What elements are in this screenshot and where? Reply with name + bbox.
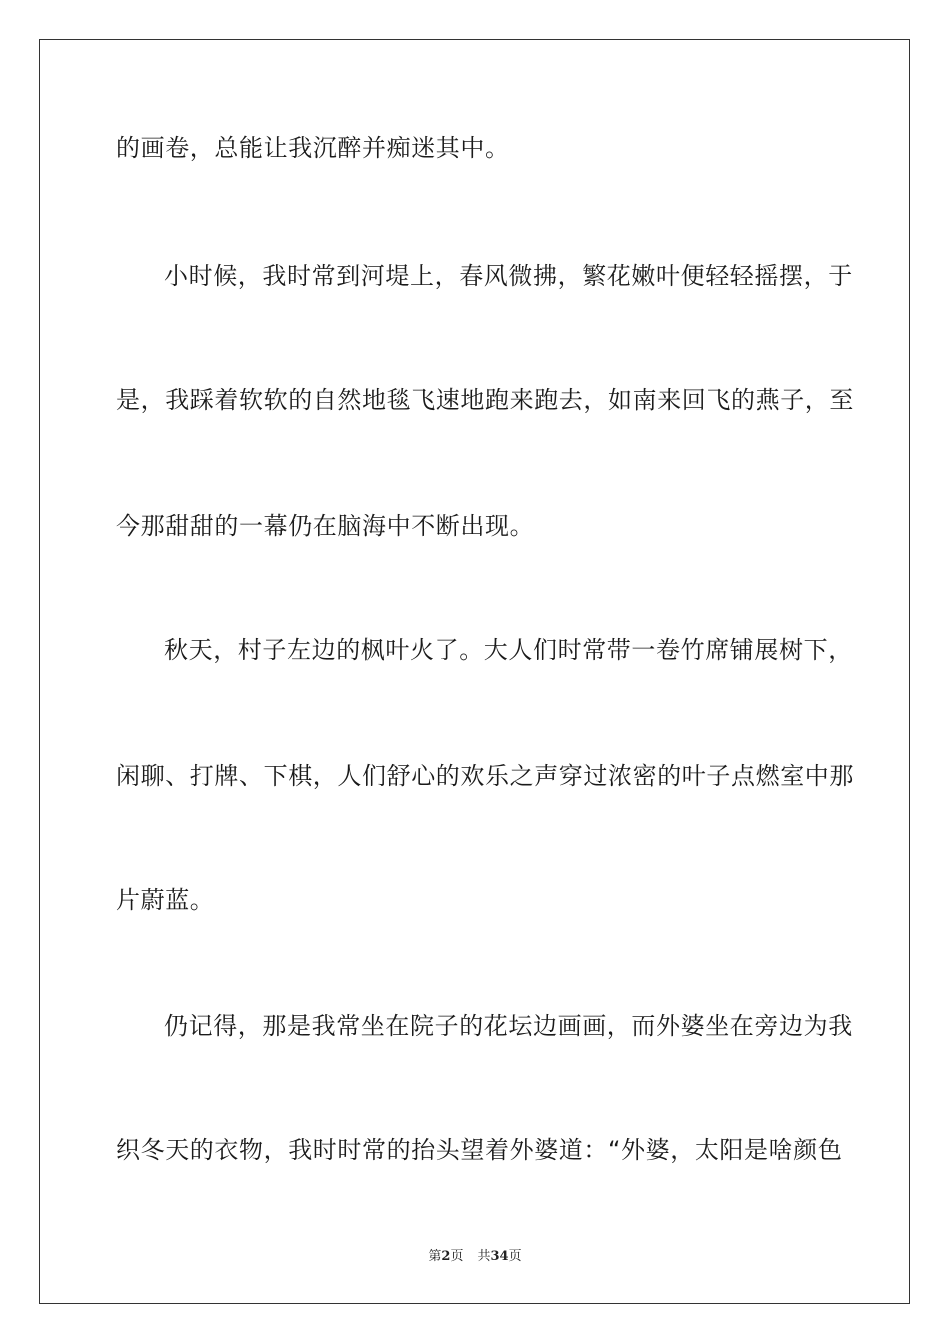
page-number: 2 xyxy=(441,1249,451,1264)
page-footer xyxy=(0,1248,950,1266)
total-suffix: 页 xyxy=(508,1249,522,1264)
page-prefix: 第 xyxy=(428,1249,442,1264)
text-line-1: 的画卷，总能让我沉醉并痴迷其中。 xyxy=(116,134,510,162)
text-line-4: 今那甜甜的一幕仍在脑海中不断出现。 xyxy=(116,512,535,540)
text-line-7: 片蔚蓝。 xyxy=(116,886,215,914)
text-line-8: 仍记得，那是我常坐在院子的花坛边画画，而外婆坐在旁边为我 xyxy=(164,1012,853,1040)
text-line-2: 小时候，我时常到河堤上，春风微拂，繁花嫩叶便轻轻摇摆，于 xyxy=(164,262,853,290)
text-line-6: 闲聊、打牌、下棋，人们舒心的欢乐之声穿过浓密的叶子点燃室中那 xyxy=(116,762,854,790)
total-prefix: 共 xyxy=(477,1249,491,1264)
total-pages: 34 xyxy=(490,1249,509,1264)
text-line-3: 是，我踩着软软的自然地毯飞速地跑来跑去，如南来回飞的燕子，至 xyxy=(116,386,854,414)
text-line-9: 织冬天的衣物，我时时常的抬头望着外婆道：“外婆，太阳是啥颜色 xyxy=(116,1136,843,1164)
page-suffix: 页 xyxy=(450,1249,464,1264)
page-border xyxy=(39,39,910,1304)
text-line-5: 秋天，村子左边的枫叶火了。大人们时常带一卷竹席铺展树下， xyxy=(164,636,853,664)
